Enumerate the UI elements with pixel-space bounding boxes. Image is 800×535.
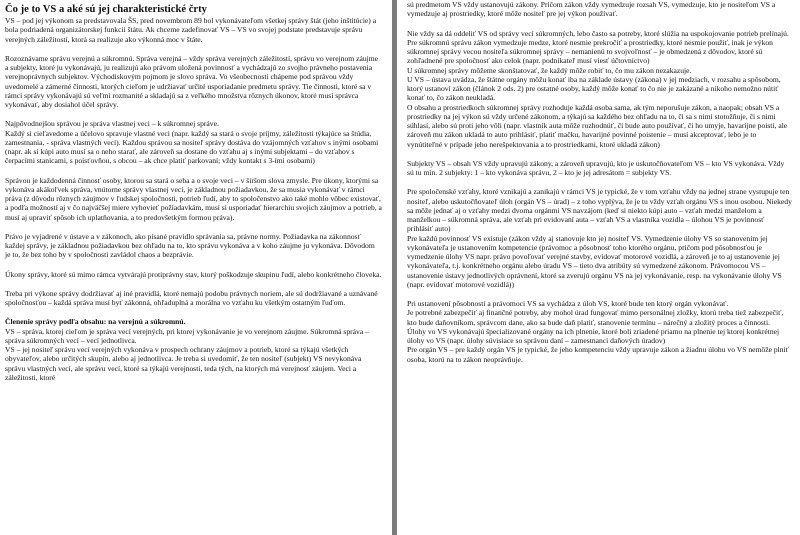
paragraph: Rozoznávame správu verejnú a súkromnú. Správa verejná – vždy správa verejných záležitostí, správu vo verejnom záujme a subjekty, ktoré ju vykonávajú, ju realizujú ako právom uložená povinnosť a vychádzajú zo svojho právneho postavenia verejnoprávnych subjektov. Východiskovým pojmom je slovo správa. Vo všeobecnosti chápeme pod správou vždy uvedomelé a zámerné činnosti, ktorých cieľom je udržiavať určité usporiadanie predmetu správy. Tie činnosti, ktoré sa v rámci správy vykonávajú sú veľmi rozmanité a skladajú sa z veľkého množstva rôznych úkonov, ktoré musí správca vykonávať, aby dosiahol účel správy. bbox=[5, 53, 379, 110]
paragraph: Úkony správy, ktoré sú mimo rámca vytvárajú protiprávny stav, ktorý poškodzuje skupinu ľudí, alebo konkrétneho človeka. bbox=[5, 269, 382, 279]
paragraph: Právo je vyjadrené v ústave a v zákonoch, ako písané pravidlo správania sa, právne normy. Požiadavka na zákonnosť každej správy, je základnou požiadavkou bez ohľadu na to, kto správu vykonáva a v koho záujme ju vykonáva. Dôvodom je to, že bez toho by v spoločnosti zavládol chaos a bezprávie. bbox=[5, 231, 375, 260]
paragraph: Subjekty VS – obsah VS vždy upravujú zákony, a zároveň upravujú, kto je uskutočňovateľom VS – kto VS vykonáva. Vždy sú tu min. 2 subjekty: 1 – kto vykonáva správu, 2 – kto je jej adresátom = subjekty VS. bbox=[407, 158, 785, 177]
paragraph: Treba pri výkone správy dodržiavať aj iné pravidlá, ktoré nemajú podobu právnych noriem, ale sú dodržiavané a uznávané spoločnosťou – každá správa musí byť zákonná, ohľaduplná a morálna vo vzťahu ku všetkým ostatným ľuďom. bbox=[5, 288, 378, 308]
section-heading: Členenie správy podľa obsahu: na verejnú a súkromnú. bbox=[5, 317, 186, 327]
paragraph: Správou je každodenná činnosť osoby, ktorou sa stará o seba a o svoje veci – v širšom slova zmysle. Pre úkony, ktorými sa vykonáva akákoľvek správa, vnútorne správy vlastnej veci, je základnou požiadavkou, že sa musia vykonávať v rámci práva (z dôvodu rôznych záujmov v ľudskej spoločnosti, potrieb ľudí, aby to spoločenstvo ako také mohlo vôbec existovať, a podľa možností aj v čo najväčšej miere vyhovieť požiadavkám, musí si usporiadať hierarchiu svojich záujmov a potrieb, a musí aj upraviť spôsob ich uplatňovania, a to predovšetkým formou práva). bbox=[5, 175, 382, 222]
paragraph: VS – pod jej výkonom sa predstavovala ŠS, pred novembrom 89 bol vykonávateľom všetkej správy štát (jeho inštitúcie) a bola podriadená organizátorskej funkcii štátu. Ak chceme zadefinovať VS – VS vo svojej podstate predstavuje správu verejných záležitostí, ktorá sa realizuje ako výkonná moc v štáte. bbox=[5, 16, 377, 44]
document-title: Čo je to VS a aké sú jej charakteristické črty bbox=[5, 4, 207, 15]
paragraph: Nie vždy sa dá oddeliť VS od správy vecí súkromných, lebo často sa potreby, ktoré slúžia na uspokojovanie potrieb prelínajú. Pre súkromnú správu zákon vymedzuje medze, ktoré nesmie prekročiť a prostriedky, ktoré nesmie použiť, inak je výkon súkromnej správy vecou nositeľa súkromnej správy – nemanienú to svojvoľnosť – je obmedzená z dôvodov, ktoré sú zohľadnené pre spoločnosť ako celok (napr. podnikateľ musí viesť účtovníctvo) U súkromnej správy môžeme skonštatovať, že každý môže robiť to, čo mu zákon nezakazuje. U VS – ústava uvádza, že štátne orgány môžu konať iba na základe ústavy (zákona) v jej medziach, v rozsahu a spôsobom, ktorý ustanoví zákon (článok 2 ods. 2) pre ostatné osoby, každý môže konať to čo nie je zakázané a nikoho nemožno nútiť konať to, čo zákon neukladá. O obsahu a prostriedkoch súkromnej správy rozhoduje každá osoba sama, ak tým neporušuje zákon, a naopak; obsah VS a prostriedky na jej výkon sú vždy určené zákonom, a týkajú sa každého bez ohľadu na to, či sa s nimi stotožňuje, či s nimi súhlasí, alebo sú proti jeho vôli (napr. vlastník auta môže rozhodnúť, či bude auto používať, či ho umyje, havarijne poistí, ale zároveň mu zákon ukladá to auto prihlásiť, platiť mačku, havarijné povinné poistenie – musí akceptovať, lebo je to vynútiteľné v prípade jeho nerešpektovania a to prostriedkami, ktoré ukladá zákon) bbox=[407, 28, 789, 149]
document-page-left bbox=[0, 0, 392, 535]
paragraph: Pri ustanovení pôsobnosti a právomoci VS sa vychádza z úloh VS, ktoré bude ten ktorý orgán vykonávať. Je potrebné zabezpečiť aj finančné potreby, aby mohol úrad fungovať mimo personálnej zložky, ktorú treba tiež zabezpečiť, kto bude daňovníkom, správcom dane, ako sa bude daň platiť, stanovenie termínu – nárečný a zložitý proces a činnosti. Úlohy vo VS vykonávajú špecializované orgány na ich plnenie, ktoré boli zriadené priamo na plnenie tej ktorej konkrétnej úlohy vo VS (napr. úlohy súvisiace so správou daní – zamestnanci daňových úradov) Pre orgán VS – pre každý orgán VS je typické, že jeho kompetenciu vždy upravuje zákon a žiadnu úlohu vo VS nemôže plniť osoba, ktorú na to zákon neoprávňuje. bbox=[407, 299, 789, 364]
paragraph: sú predmetom VS vždy ustanovujú zákony. Pričom zákon vždy vymedzuje rozsah VS, vymedzuje, kto je nositeľom VS a vymedzuje aj prostriedky, ktoré môže nositeľ pre jej výkon používať. bbox=[407, 0, 776, 19]
paragraph: Pre spoločenské vzťahy, ktoré vznikajú a zanikajú v rámci VS je typické, že v tom vzťahu vždy na jednej strane vystupuje ten nositeľ, alebo uskutočňovateľ úloh (orgán VS – úrad) – z toho vyplýva, že je tu vždy vzťah orgánu VS s inou osobou. Niekedy sa môže jednať aj o vzťahy medzi dvoma orgánmi VS navzájom (keď si niekto kúpi auto – vzťah medzi manželom a manželkou – súkromná správa, ale vzťah pri evidovaní auta – vzťah VS a vlastníka vozidla – úlohou VS je povinnosť prihlásiť auto) Pre každú povinnosť VS existuje (zákon vždy aj stanovuje kto je) nositeľ VS. Vymedzenie úlohy VS so stanovením jej vykonávateľa je ustanovením kompetencie (právomoc a pôsobnosť toho ktorého orgánu, pričom pod pôsobnosťou je vymedzenie úlohy VS napr. právo povoľovať verejné stavby, evidovať motorové vozidlá, a zároveň je to aj ustanovenie jej vykonávateľa, t.j. konkrétneho orgánu alebo úradu VS – tieto dva atribúty sú vymedzené zákonom. Právomocou VS – ustanovenie ústavy jednotlivých oprávnení, ktoré sa zverujú orgánu VS na jej vykonávanie, resp. na vykonávanie úlohy VS (napr. evidovať motorové vozidlá)) bbox=[407, 187, 792, 289]
document-page-right bbox=[397, 0, 800, 535]
paragraph: VS – správa, ktorej cieľom je správa vecí verejných, pri ktorej vykonávanie je vo verejnom záujme. Súkromná správa – správa súkromných vecí – vecí jednotlivca. VS – jej nositeľ správu vecí verejných vykonáva v prospech ochrany záujmov a potrieb, ktoré sa týkajú všetkých obyvateľov, alebo určitých skupín, alebo aj jednotlivca. Je treba si uvedomiť, že ten nositeľ (subjekt) VS nevykonáva správu vlastných vecí, ale správu vecí, ktoré sa týkajú verejnosti, teda tých, na ktorých má verejnosť záujem. Veci a záležitosti, ktoré bbox=[5, 326, 369, 382]
paragraph: Najpôvodnejšou správou je správa vlastnej veci – k súkromnej správe. Každý si cieľavedome a účelovo spravuje vlastné veci (napr. každý sa stará o svoje príjmy, záležitosti týkajúce sa štúdia, zamestnania, - správa vlastných vecí). Každou správou sa nositeľ správy dostáva do vzájomných vzťahov s inými osobami (napr. ak si kúpi auto musí sa o neho starať, ale zároveň sa dostane do vzťahu aj s inými subjektami – do vzťahov s čerpacími stanicami, s poisťovňou, s obcou – ak chce platiť parkovaní; vždy kontakt s 3-ími osobami) bbox=[5, 119, 379, 166]
